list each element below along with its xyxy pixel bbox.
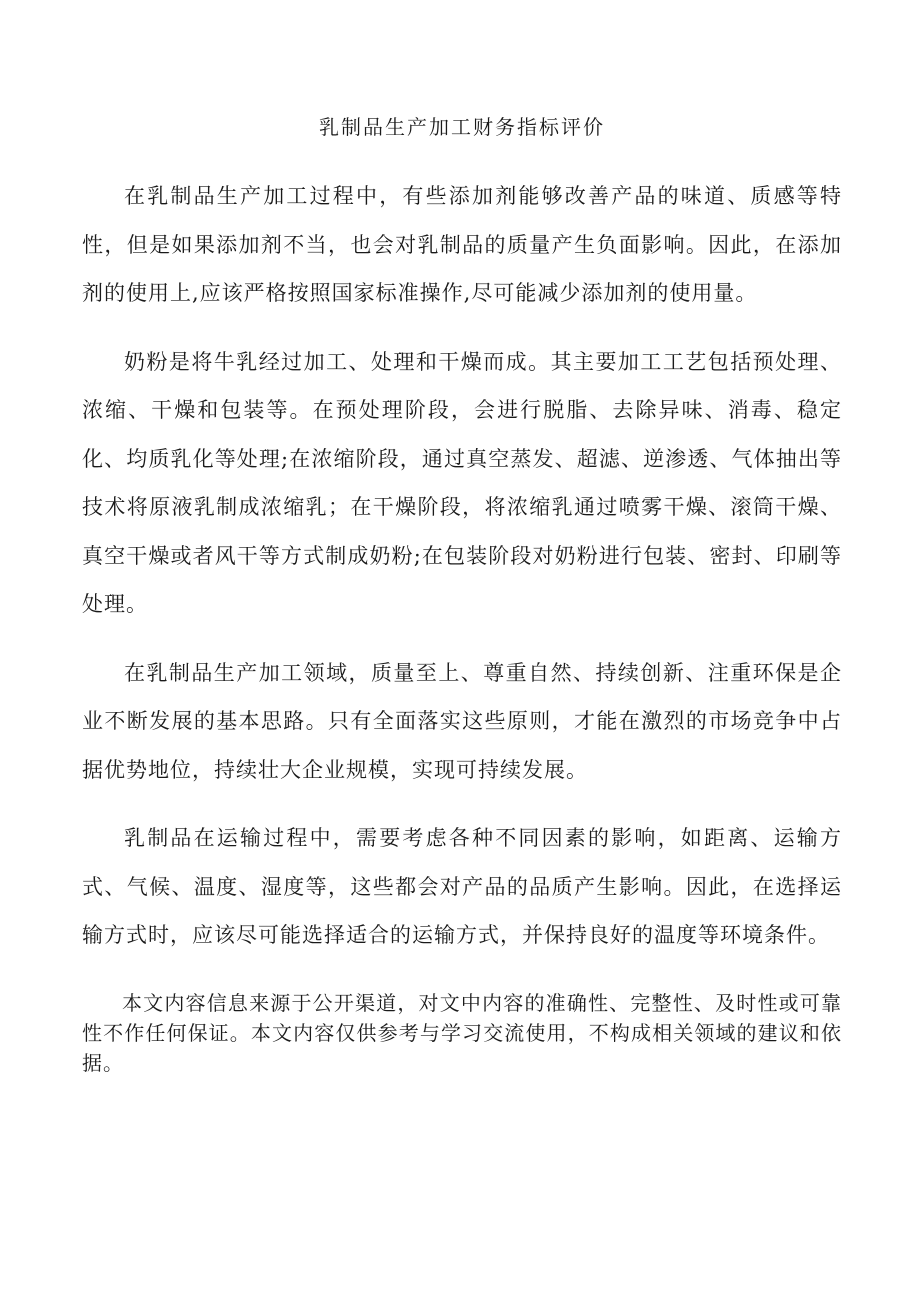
disclaimer: 本文内容信息来源于公开渠道，对文中内容的准确性、完整性、及时性或可靠性不作任何保证。本文内容仅供参考与学习交流使用，不构成相关领域的建议和依据。 <box>82 990 842 1075</box>
paragraph-milk-powder-process: 奶粉是将牛乳经过加工、处理和干燥而成。其主要加工工艺包括预处理、浓缩、干燥和包装等。在预处理阶段，会进行脱脂、去除异味、消毒、稳定化、均质乳化等处理;在浓缩阶段，通过真空蒸发、超滤、逆渗透、气体抽出等技术将原液乳制成浓缩乳；在干燥阶段，将浓缩乳通过喷雾干燥、滚筒干燥、真空干燥或者风干等方式制成奶粉;在包装阶段对奶粉进行包装、密封、印刷等处理。 <box>82 349 842 616</box>
document-page <box>82 100 842 1098</box>
document-title: 乳制品生产加工财务指标评价 <box>319 115 605 139</box>
paragraph-transport: 乳制品在运输过程中，需要考虑各种不同因素的影响，如距离、运输方式、气候、温度、湿度等，这些都会对产品的品质产生影响。因此，在选择运输方式时，应该尽可能选择适合的运输方式，并保持良好的温度等环境条件。 <box>82 826 842 947</box>
paragraph-principles: 在乳制品生产加工领域，质量至上、尊重自然、持续创新、注重环保是企业不断发展的基本思路。只有全面落实这些原则，才能在激烈的市场竞争中占据优势地位，持续壮大企业规模，实现可持续发展。 <box>82 660 842 782</box>
paragraph-additives: 在乳制品生产加工过程中，有些添加剂能够改善产品的味道、质感等特性，但是如果添加剂不当，也会对乳制品的质量产生负面影响。因此，在添加剂的使用上,应该严格按照国家标准操作,尽可能减少添加剂的使用量。 <box>82 184 842 305</box>
